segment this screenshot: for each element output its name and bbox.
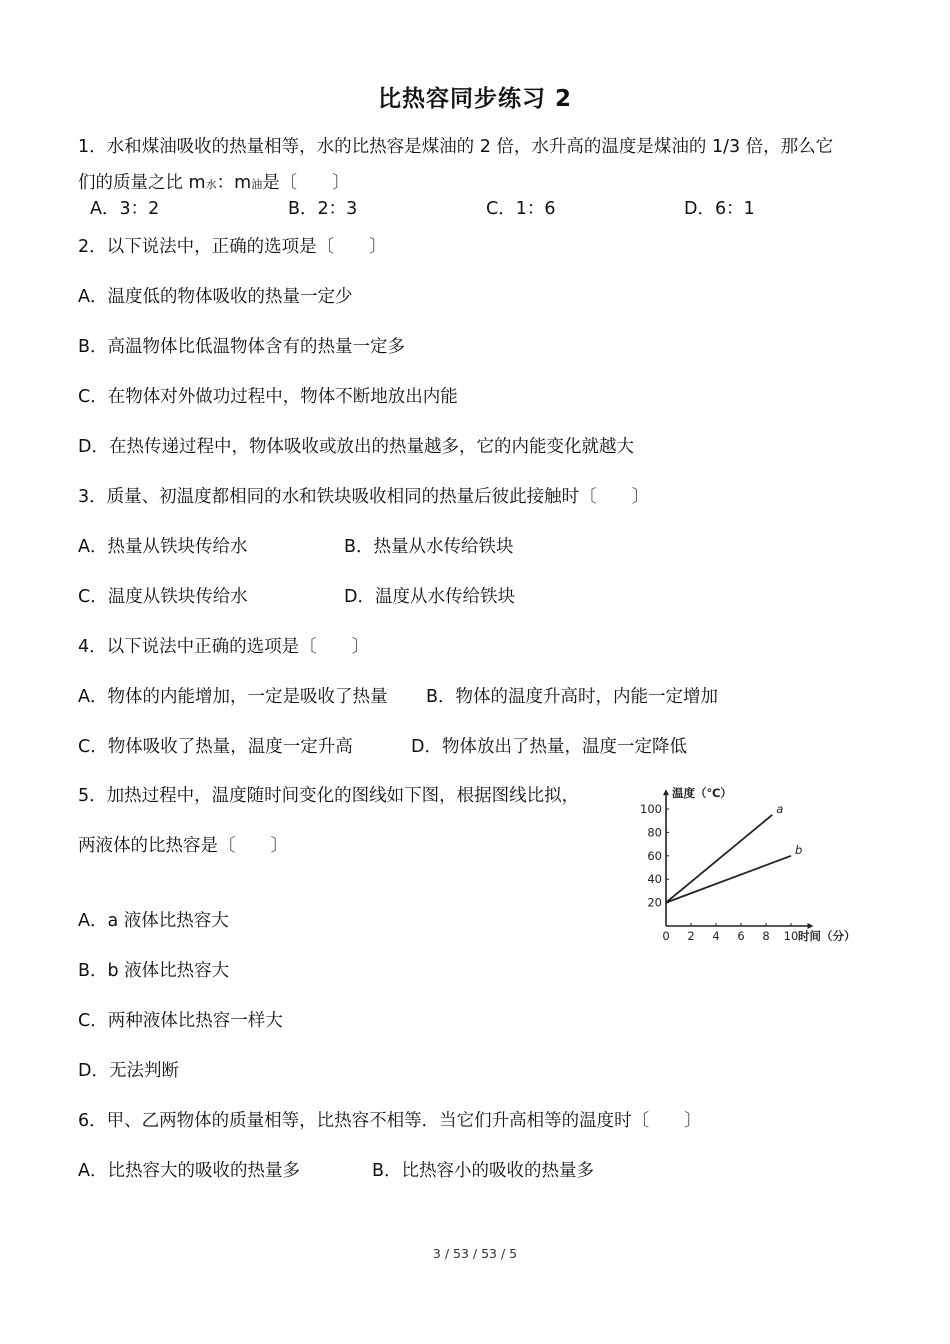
page-footer: 3 / 53 / 53 / 5 bbox=[432, 1246, 518, 1261]
chart-y-tick-label: 20 bbox=[647, 895, 662, 910]
q6-stem: 6．甲、乙两物体的质量相等，比热容不相等．当它们升高相等的温度时〔 〕 bbox=[78, 1111, 702, 1131]
temperature-time-chart bbox=[640, 778, 865, 950]
chart-x-tick-label: 8 bbox=[762, 929, 770, 943]
chart-series-label-a: a bbox=[776, 801, 784, 816]
chart-x-tick-label: 4 bbox=[712, 929, 720, 943]
chart-y-tick-label: 100 bbox=[640, 802, 662, 816]
q2-option-a: A．温度低的物体吸收的热量一定少 bbox=[78, 287, 353, 307]
q4-option-a: A．物体的内能增加，一定是吸收了热量 bbox=[78, 687, 388, 707]
chart-series-line-a bbox=[666, 815, 772, 903]
q1-option-a: A．3：2 bbox=[90, 199, 160, 219]
subscript-water: 水 bbox=[205, 178, 217, 191]
q4-option-d: D．物体放出了热量，温度一定降低 bbox=[411, 737, 687, 757]
page-title: 比热容同步练习 2 bbox=[377, 86, 572, 112]
q6-option-b: B．比热容小的吸收的热量多 bbox=[372, 1161, 595, 1181]
q2-option-c: C．在物体对外做功过程中，物体不断地放出内能 bbox=[78, 387, 458, 407]
q5-stem-line1: 5．加热过程中，温度随时间变化的图线如下图，根据图线比拟， bbox=[78, 786, 580, 806]
chart-x-tick-label: 2 bbox=[687, 929, 695, 943]
subscript-oil: 油 bbox=[251, 178, 263, 191]
q6-option-a: A．比热容大的吸收的热量多 bbox=[78, 1161, 300, 1181]
q4-option-b: B．物体的温度升高时，内能一定增加 bbox=[426, 687, 719, 707]
chart-series-label-b: b bbox=[795, 842, 803, 857]
q3-option-b: B．热量从水传给铁块 bbox=[344, 537, 514, 557]
chart-ylabel: 温度（℃） bbox=[672, 786, 732, 800]
q2-option-b: B．高温物体比低温物体含有的热量一定多 bbox=[78, 337, 406, 357]
q5-stem-line2: 两液体的比热容是〔 〕 bbox=[78, 836, 288, 856]
chart-y-tick-label: 40 bbox=[647, 872, 662, 887]
q5-option-a: A．a 液体比热容大 bbox=[78, 911, 229, 931]
q1-stem-line2: 们的质量之比 m水：m油是〔 〕 bbox=[78, 173, 350, 193]
chart-x-tick-label: 0 bbox=[662, 929, 670, 943]
q4-stem: 4．以下说法中正确的选项是〔 〕 bbox=[78, 637, 370, 657]
q2-option-d: D．在热传递过程中，物体吸收或放出的热量越多，它的内能变化就越大 bbox=[78, 437, 634, 457]
q4-option-c: C．物体吸收了热量，温度一定升高 bbox=[78, 737, 353, 757]
chart-y-axis-arrow bbox=[663, 789, 669, 795]
q3-option-d: D．温度从水传给铁块 bbox=[344, 587, 515, 607]
chart-xlabel: 时间（分） bbox=[798, 929, 856, 943]
q1-stem-line1: 1．水和煤油吸收的热量相等，水的比热容是煤油的 2 倍，水升高的温度是煤油的 1/3 倍，那么它 bbox=[78, 137, 834, 157]
chart-y-tick-label: 60 bbox=[647, 848, 662, 863]
chart-series-line-b bbox=[666, 856, 791, 903]
q1-option-b: B．2：3 bbox=[288, 199, 358, 219]
q5-option-c: C．两种液体比热容一样大 bbox=[78, 1011, 283, 1031]
q2-stem: 2．以下说法中，正确的选项是〔 〕 bbox=[78, 237, 387, 257]
q5-option-b: B．b 液体比热容大 bbox=[78, 961, 230, 981]
chart-x-tick-label: 6 bbox=[737, 929, 745, 943]
q3-stem: 3．质量、初温度都相同的水和铁块吸收相同的热量后彼此接触时〔 〕 bbox=[78, 487, 650, 507]
q5-option-d: D．无法判断 bbox=[78, 1061, 179, 1081]
q3-option-a: A．热量从铁块传给水 bbox=[78, 537, 248, 557]
q1-option-c: C．1：6 bbox=[486, 199, 556, 219]
chart-x-tick-label: 10 bbox=[783, 929, 799, 943]
q3-option-c: C．温度从铁块传给水 bbox=[78, 587, 248, 607]
chart-y-tick-label: 80 bbox=[647, 825, 662, 840]
q1-option-d: D．6：1 bbox=[684, 199, 755, 219]
